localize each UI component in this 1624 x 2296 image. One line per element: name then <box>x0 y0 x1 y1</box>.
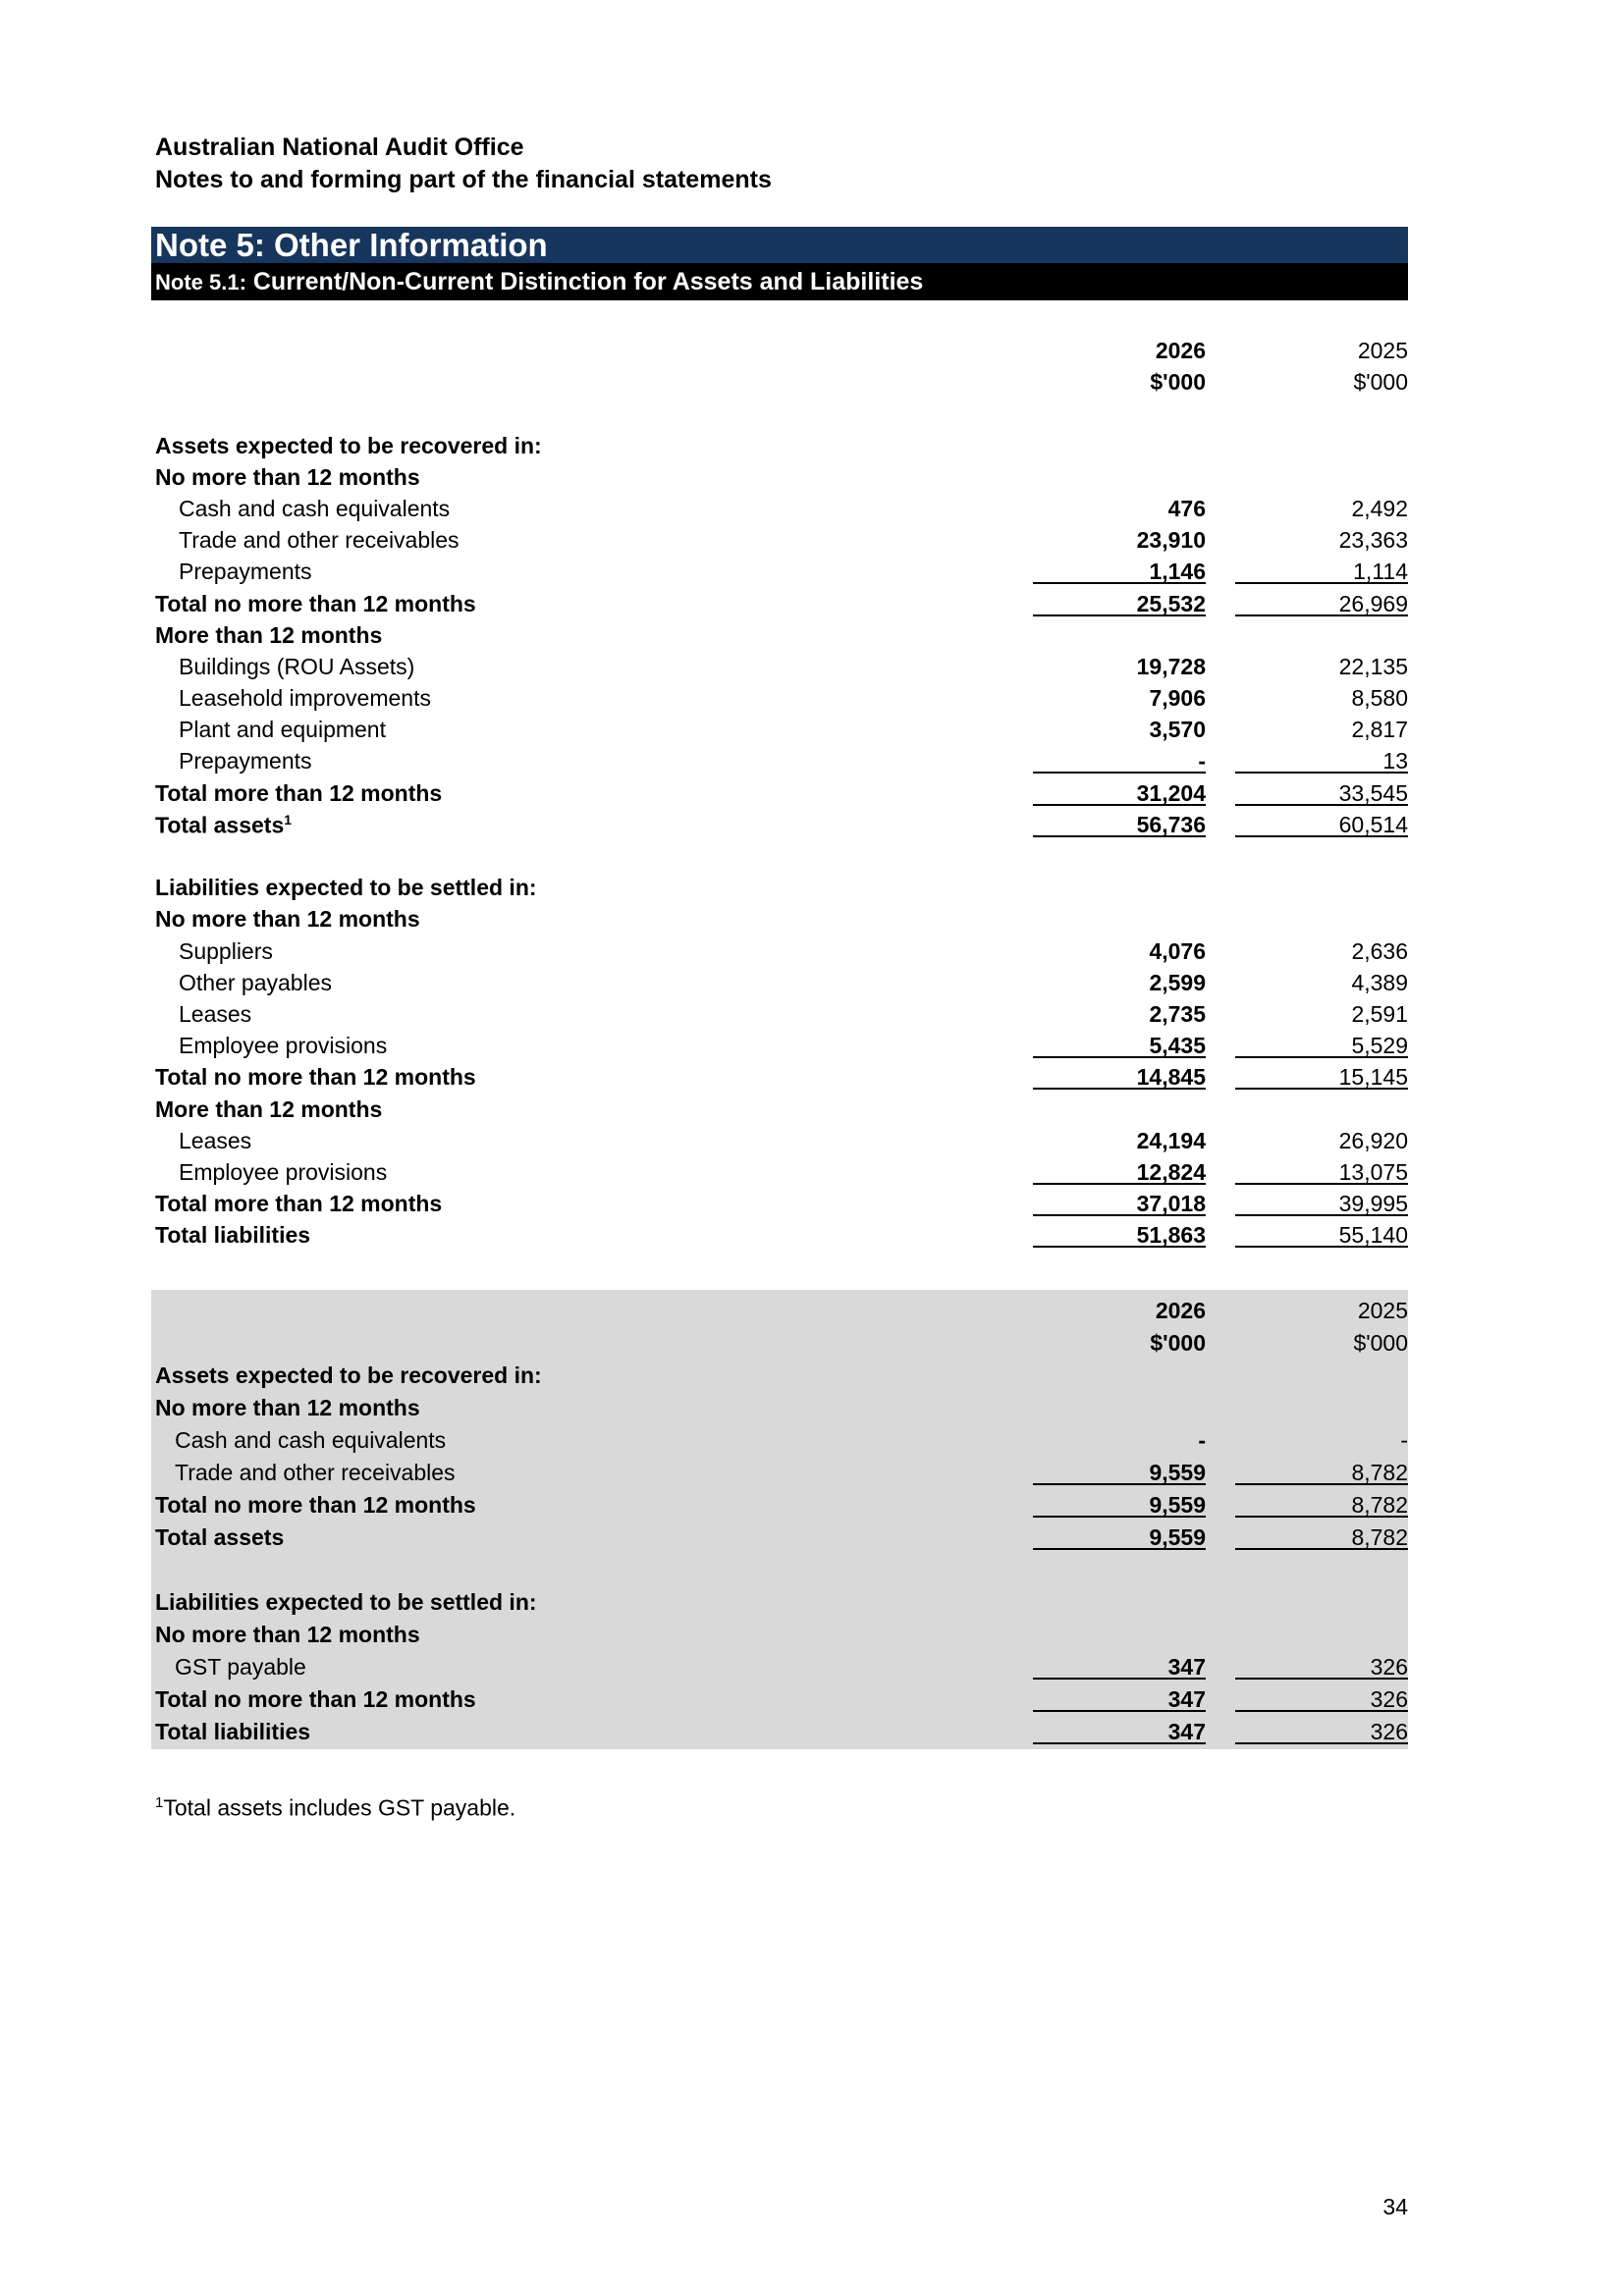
sub-heading: No more than 12 months <box>155 906 420 933</box>
total-row: Total no more than 12 months 14,845 15,145 <box>151 1060 1408 1092</box>
table-row: Trade and other receivables 23,910 23,363 <box>179 527 1408 554</box>
table-row: Cash and cash equivalents - - <box>175 1427 1408 1453</box>
total-liabilities-row: Total liabilities 347 326 <box>151 1715 1408 1747</box>
total-row: Total no more than 12 months 9,559 8,782 <box>151 1488 1408 1521</box>
total-row: Total more than 12 months 31,204 33,545 <box>151 776 1408 808</box>
unit-current: $'000 <box>1150 1330 1206 1356</box>
unit-header-row <box>151 365 1408 397</box>
note-subtitle <box>151 263 1408 300</box>
page-number: 34 <box>1382 2194 1408 2219</box>
unit-current: $'000 <box>1150 369 1206 396</box>
table-row: GST payable 347 326 <box>151 1650 1408 1682</box>
spacer-row <box>151 397 1408 428</box>
table-row: Leasehold improvements 7,906 8,580 <box>179 685 1408 712</box>
table-row: Leases 24,194 26,920 <box>179 1127 1408 1153</box>
sub-heading: No more than 12 months <box>155 1395 420 1420</box>
unit-prior: $'000 <box>1353 369 1408 396</box>
section-heading: Liabilities expected to be settled in: <box>155 875 537 901</box>
section-heading: Liabilities expected to be settled in: <box>155 1589 537 1615</box>
footnote-marker: 1 <box>284 811 293 828</box>
administered-table <box>151 1290 1408 1749</box>
departmental-table <box>151 334 1408 1250</box>
table-row: Employee provisions 12,824 13,075 <box>151 1155 1408 1187</box>
doc-subtitle: Notes to and forming part of the financial statements <box>155 166 772 193</box>
footnote-text: Total assets includes GST payable. <box>163 1794 516 1821</box>
year-current: 2026 <box>1155 338 1206 363</box>
note-number: Note 5.1: <box>155 270 246 294</box>
sub-heading: More than 12 months <box>155 621 383 648</box>
total-assets-row: Total assets$^1$ 56,736 60,514 <box>151 808 1408 839</box>
section-heading: Assets expected to be recovered in: <box>155 432 542 458</box>
note-title: Note 5: Other Information <box>151 227 1408 263</box>
section-heading: Assets expected to be recovered in: <box>155 1362 542 1388</box>
sub-heading: More than 12 months <box>155 1095 383 1122</box>
table-row: Buildings (ROU Assets) 19,728 22,135 <box>179 653 1408 679</box>
table-row: Cash and cash equivalents 476 2,492 <box>179 495 1408 521</box>
footnote <box>155 1794 515 1822</box>
year-current: 2026 <box>1155 1298 1206 1323</box>
sub-heading: No more than 12 months <box>155 463 420 490</box>
total-row: Total more than 12 months 37,018 39,995 <box>151 1187 1408 1218</box>
year-prior: 2025 <box>1357 338 1408 363</box>
table-row: Suppliers 4,076 2,636 <box>179 937 1408 964</box>
sub-heading: No more than 12 months <box>155 1622 420 1647</box>
table-row: Other payables 2,599 4,389 <box>179 969 1408 995</box>
unit-header-row <box>151 1326 1408 1359</box>
total-row: Total no more than 12 months 347 326 <box>151 1682 1408 1715</box>
total-assets-row: Total assets 9,559 8,782 <box>151 1521 1408 1553</box>
table-row: Trade and other receivables 9,559 8,782 <box>151 1456 1408 1488</box>
note-banner <box>151 227 1408 300</box>
year-prior: 2025 <box>1357 1298 1408 1323</box>
document-header <box>155 132 772 196</box>
table-row: Plant and equipment 3,570 2,817 <box>179 717 1408 743</box>
table-row: Employee provisions 5,435 5,529 <box>151 1029 1408 1060</box>
note-subtitle-text: Current/Non-Current Distinction for Assets and Liabilities <box>245 268 924 295</box>
footnote-marker: 1 <box>155 1794 164 1811</box>
table-row: Prepayments - 13 <box>151 744 1408 775</box>
org-name: Australian National Audit Office <box>155 133 524 161</box>
total-liabilities-row: Total liabilities 51,863 55,140 <box>151 1218 1408 1250</box>
table-row: Prepayments 1,146 1,114 <box>151 555 1408 586</box>
unit-prior: $'000 <box>1353 1330 1408 1356</box>
spacer-row <box>151 1553 1408 1585</box>
table-row: Leases 2,735 2,591 <box>179 1000 1408 1027</box>
total-row: Total no more than 12 months 25,532 26,969 <box>151 587 1408 618</box>
year-header-row <box>151 334 1408 365</box>
year-header-row <box>151 1294 1408 1326</box>
spacer-row <box>151 839 1408 871</box>
